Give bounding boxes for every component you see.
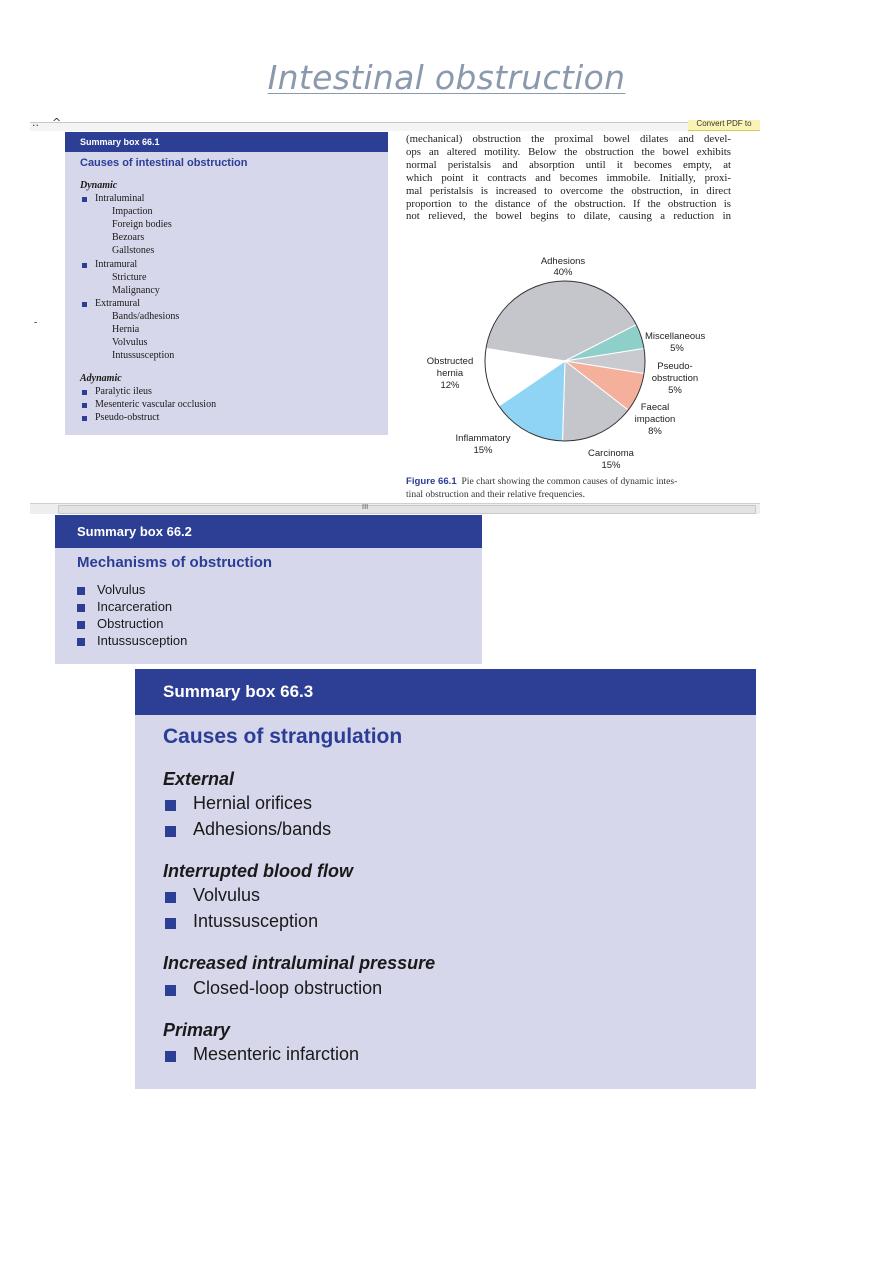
pie-chart [405,250,735,475]
summary-box-66-2 [55,515,482,664]
scrollbar-thumb[interactable] [58,505,756,514]
pie-value-inflammatory: 15% [473,445,493,456]
list-item: Intussusception [193,911,319,931]
pie-value-adhesions: 40% [553,267,573,278]
paragraph-line: proportion to the distance of the obstruction. If the obstruction is [406,197,731,210]
pie-label-faecal-2: impaction [634,414,676,425]
figure-caption [406,475,736,501]
list-item-extramural: Extramural [95,298,140,309]
bullet-square-icon [82,416,87,421]
paragraph-line: ops an altered motility. Below the obstruction the bowel exhibits [406,145,731,158]
horizontal-scrollbar[interactable] [30,503,760,514]
viewer-glyph-dash: - [34,317,38,328]
list-item: Obstruction [97,616,164,631]
convert-pdf-button[interactable]: Convert PDF to [688,120,760,131]
bullet-square-icon [165,892,176,903]
scroll-grip-icon: III [362,503,369,511]
pie-label-pseudo-2: obstruction [651,373,699,384]
page-title: Intestinal obstruction [267,58,626,97]
list-item: Incarceration [97,599,173,614]
category-adynamic: Adynamic [80,373,122,384]
body-paragraph [406,133,731,223]
list-subitem: Bands/adhesions [112,311,180,322]
category-interrupted-blood-flow: Interrupted blood flow [163,861,353,881]
category-primary: Primary [163,1020,231,1040]
box-title: Causes of strangulation [163,725,403,748]
category-increased-pressure: Increased intraluminal pressure [163,953,436,973]
list-item: Mesenteric infarction [193,1044,360,1064]
figure-caption-text: Pie chart showing the common causes of dynamic intes- [461,476,678,487]
bullet-square-icon [165,800,176,811]
list-item-intramural: Intramural [95,259,138,270]
box-header: Summary box 66.3 [135,669,756,715]
pie-value-faecal: 8% [648,426,662,437]
list-item: Volvulus [97,582,146,597]
bullet-square-icon [165,918,176,929]
pie-label-inflammatory: Inflammatory [455,433,511,444]
pie-label-miscellaneous: Miscellaneous [645,331,706,342]
box-header: Summary box 66.2 [55,515,482,548]
category-dynamic: Dynamic [80,180,118,191]
summary-box-66-1 [65,132,388,435]
list-subitem: Impaction [112,206,153,217]
pie-value-miscellaneous: 5% [670,343,684,354]
list-subitem: Malignancy [112,285,160,296]
bullet-square-icon [82,263,87,268]
pie-label-pseudo: Pseudo- [657,361,693,372]
list-subitem: Intussusception [112,350,175,361]
list-item: Hernial orifices [193,793,313,813]
paragraph-line: not relieved, the bowel begins to dilate, causing a reduction in [406,210,731,223]
list-item: Adhesions/bands [193,819,332,839]
summary-box-66-3 [135,669,756,1089]
bullet-square-icon [77,587,85,595]
bullet-square-icon [77,621,85,629]
list-item: Closed-loop obstruction [193,978,383,998]
bullet-square-icon [82,302,87,307]
pie-label-hernia: Obstructed [426,356,474,367]
category-external: External [163,769,235,789]
caret-up-icon[interactable]: ^ [52,116,62,129]
viewer-glyph-dots: .. [32,116,39,129]
pie-value-carcinoma: 15% [601,460,621,471]
pie-label-hernia-2: hernia [436,368,464,379]
list-item: Mesenteric vascular occlusion [95,399,217,410]
bullet-square-icon [77,604,85,612]
list-subitem: Stricture [112,272,147,283]
list-item: Intussusception [97,633,188,648]
pie-value-hernia: 12% [440,380,460,391]
box-header: Summary box 66.1 [65,132,388,152]
bullet-square-icon [77,638,85,646]
list-subitem: Foreign bodies [112,219,172,230]
figure-label: Figure 66.1 [406,476,457,487]
pie-label-carcinoma: Carcinoma [588,448,634,459]
figure-caption-text: tinal obstruction and their relative frequencies. [406,489,586,500]
box-title: Mechanisms of obstruction [77,554,273,571]
bullet-square-icon [165,1051,176,1062]
list-item: Volvulus [193,885,261,905]
paragraph-line: mal peristalsis is increased to overcome the obstruction, in direct [406,184,731,197]
list-subitem: Bezoars [112,232,145,243]
list-item-intraluminal: Intraluminal [95,193,145,204]
pie-label-adhesions: Adhesions [540,256,586,267]
bullet-square-icon [82,390,87,395]
bullet-square-icon [82,403,87,408]
bullet-square-icon [165,826,176,837]
paragraph-line: normal peristalsis and absorption until it becomes empty, at [406,158,731,171]
list-subitem: Gallstones [112,245,155,256]
paragraph-line: which point it contracts and becomes immobile. Initially, proxi- [406,171,731,184]
pie-label-faecal: Faecal [640,402,670,413]
list-subitem: Volvulus [112,337,148,348]
bullet-square-icon [165,985,176,996]
box-title: Causes of intestinal obstruction [80,157,248,169]
list-item: Paralytic ileus [95,386,152,397]
bullet-square-icon [82,197,87,202]
paragraph-line: (mechanical) obstruction the proximal bowel dilates and devel- [406,133,731,145]
list-subitem: Hernia [112,324,140,335]
pie-value-pseudo: 5% [668,385,682,396]
viewer-top-edge [30,122,760,131]
list-item: Pseudo-obstruct [95,412,160,423]
